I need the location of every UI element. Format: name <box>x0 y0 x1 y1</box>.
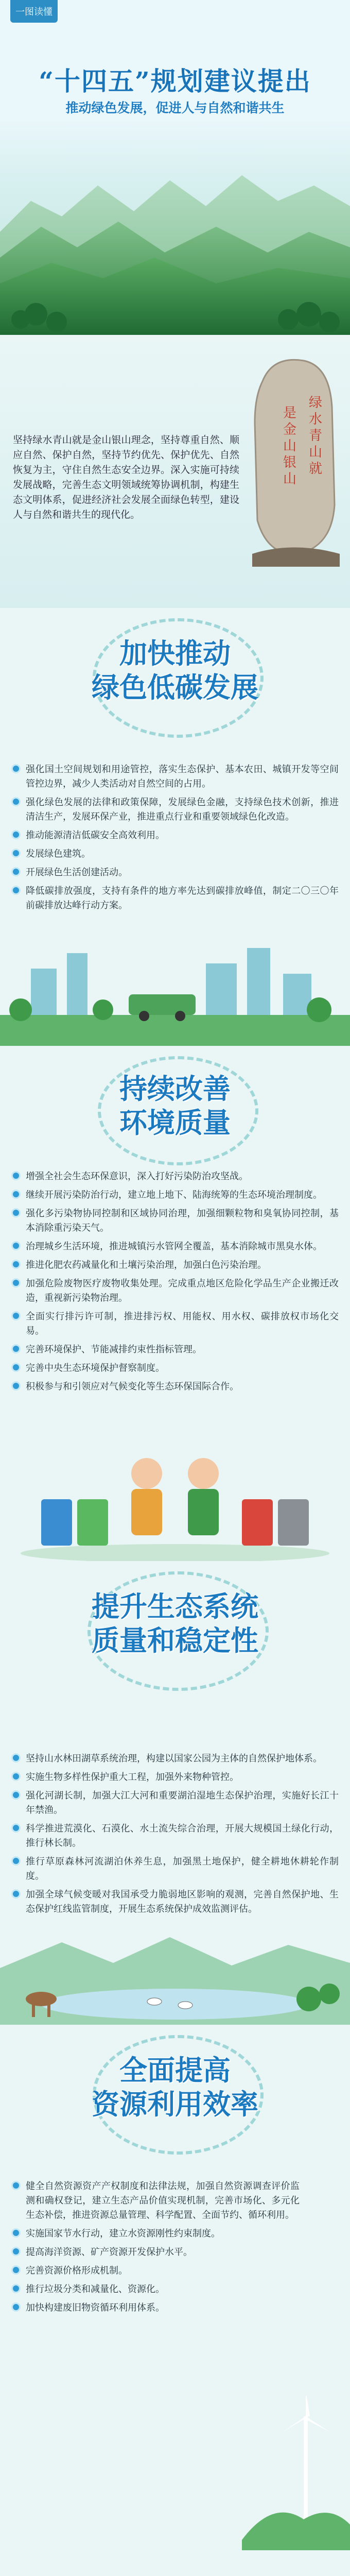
list-item: 推行草原森林河流湖泊休养生息，加强黑土地保护，健全耕地休耕轮作制度。 <box>11 1855 339 1884</box>
page-title: “十四五”规划建议提出 <box>39 66 311 96</box>
bullet-icon <box>11 1241 21 1250</box>
bullet-icon <box>11 1311 21 1320</box>
bullet-icon <box>11 867 21 876</box>
section-title-line1: 加快推动 <box>119 637 231 670</box>
bullet-icon <box>11 1381 21 1391</box>
intro-section <box>0 335 350 608</box>
list-item: 强化绿色发展的法律和政策保障，发展绿色金融，支持绿色技术创新，推进清洁生产，发展环保产业，推进重点行业和重要领域绿色化改造。 <box>11 795 339 824</box>
item-list <box>11 1752 339 1921</box>
list-item: 加快构建废旧物资循环利用体系。 <box>11 2301 300 2315</box>
section-title-line1: 持续改善 <box>119 1072 231 1105</box>
section-title-line2: 环境质量 <box>119 1106 231 1139</box>
bullet-icon <box>11 1363 21 1372</box>
list-item: 增强全社会生态环保意识，深入打好污染防治攻坚战。 <box>11 1170 339 1184</box>
list-item: 发展绿色建筑。 <box>11 847 339 861</box>
waste-sorting-illustration <box>0 1437 350 1561</box>
bullet-icon <box>11 849 21 858</box>
list-item: 强化河湖长制，加强大江大河和重要湖泊湿地生态保护治理，实施好长江十年禁渔。 <box>11 1789 339 1818</box>
list-item: 积极参与和引领应对气候变化等生态环保国际合作。 <box>11 1380 339 1394</box>
mountain-landscape-illustration <box>0 124 350 335</box>
green-city-illustration <box>0 938 350 1046</box>
stone-text-col1: 绿水青山就 <box>309 395 323 477</box>
wind-turbine-illustration <box>242 2396 350 2550</box>
item-list <box>11 1170 339 1398</box>
list-item: 完善资源价格形成机制。 <box>11 2264 300 2278</box>
list-item: 实施国家节水行动，建立水资源刚性约束制度。 <box>11 2227 300 2241</box>
section-ecosystem-stability <box>0 1561 350 2025</box>
section-title <box>0 636 350 704</box>
section-title-line1: 提升生态系统 <box>92 1590 258 1623</box>
intro-paragraph: 坚持绿水青山就是金山银山理念，坚持尊重自然、顺应自然、保护自然，坚持节约优先、保护优先、自然恢复为主，守住自然生态安全边界。深入实施可持续发展战略，完善生态文明领域统筹协调机制，构建生态文明体系，促进经济社会发展全面绿色转型，建设人与自然和谐共生的现代化。 <box>13 434 239 520</box>
bullet-icon <box>11 2228 21 2238</box>
list-item: 全面实行排污许可制，推进排污权、用能权、用水权、碳排放权市场化交易。 <box>11 1310 339 1338</box>
item-list <box>11 762 339 917</box>
list-item: 治理城乡生活环境，推进城镇污水管网全覆盖，基本消除城市黑臭水体。 <box>11 1240 339 1254</box>
bullet-icon <box>11 2247 21 2256</box>
bullet-icon <box>11 764 21 773</box>
bullet-icon <box>11 1344 21 1353</box>
list-item: 完善中央生态环境保护督察制度。 <box>11 1361 339 1376</box>
section-title <box>0 1589 350 1657</box>
list-item: 强化国土空间规划和用途管控，落实生态保护、基本农田、城镇开发等空间管控边界，减少人类活动对自然空间的占用。 <box>11 762 339 791</box>
wetland-wildlife-illustration <box>0 1922 350 2025</box>
bullet-icon <box>11 2181 21 2190</box>
bullet-icon <box>11 1856 21 1866</box>
section-title-line2: 资源利用效率 <box>92 2088 258 2121</box>
list-item: 健全自然资源资产产权制度和法律法规，加强自然资源调查评价监测和确权登记，建立生态产品价值实现机制，完善市场化、多元化生态补偿，推进资源总量管理、科学配置、全面节约、循环利用。 <box>11 2179 300 2223</box>
list-item: 加强危险废物医疗废物收集处理。完成重点地区危险化学品生产企业搬迁改造，重视新污染物治理。 <box>11 1277 339 1306</box>
list-item: 开展绿色生活创建活动。 <box>11 866 339 880</box>
list-item: 完善环境保护、节能减排约束性指标管理。 <box>11 1343 339 1357</box>
page-subtitle: 推动绿色发展，促进人与自然和谐共生 <box>65 100 285 115</box>
section-title-line2: 绿色低碳发展 <box>92 671 258 704</box>
bullet-icon <box>11 1772 21 1781</box>
list-item: 推动能源清洁低碳安全高效利用。 <box>11 828 339 843</box>
bullet-icon <box>11 1171 21 1180</box>
bullet-icon <box>11 2265 21 2275</box>
bullet-icon <box>11 1753 21 1762</box>
bullet-icon <box>11 2284 21 2293</box>
bullet-icon <box>11 1208 21 1217</box>
section-title <box>0 1072 350 1140</box>
bullet-icon <box>11 1260 21 1269</box>
stone-monument-illustration <box>242 350 345 567</box>
section-title-line1: 全面提高 <box>119 2054 231 2087</box>
bullet-icon <box>11 1278 21 1287</box>
bullet-icon <box>11 886 21 895</box>
list-item: 提高海洋资源、矿产资源开发保护水平。 <box>11 2245 300 2260</box>
section-resource-efficiency <box>0 2025 350 2576</box>
grassland-illustration <box>0 2561 350 2576</box>
bullet-icon <box>11 1790 21 1800</box>
item-list <box>11 2179 300 2319</box>
bullet-icon <box>11 797 21 806</box>
section-environment-quality <box>0 1046 350 1561</box>
list-item: 强化多污染物协同控制和区域协同治理，加强细颗粒物和臭氧协同控制，基本消除重污染天气。 <box>11 1207 339 1235</box>
category-tag: 一图读懂 <box>10 0 58 23</box>
hero-banner <box>0 0 350 335</box>
list-item: 科学推进荒漠化、石漠化、水土流失综合治理，开展大规模国土绿化行动，推行林长制。 <box>11 1822 339 1851</box>
list-item: 推行垃圾分类和减量化、资源化。 <box>11 2282 300 2297</box>
list-item: 实施生物多样性保护重大工程，加强外来物种管控。 <box>11 1770 339 1785</box>
list-item: 继续开展污染防治行动，建立地上地下、陆海统筹的生态环境治理制度。 <box>11 1188 339 1202</box>
list-item: 降低碳排放强度，支持有条件的地方率先达到碳排放峰值，制定二〇三〇年前碳排放达峰行动方案。 <box>11 884 339 913</box>
list-item: 加强全球气候变暖对我国承受力脆弱地区影响的观测，完善自然保护地、生态保护红线监管制度，开展生态系统保护成效监测评估。 <box>11 1888 339 1917</box>
list-item: 推进化肥农药减量化和土壤污染治理，加强白色污染治理。 <box>11 1258 339 1273</box>
stone-text-col2: 是金山银山 <box>283 405 297 487</box>
bullet-icon <box>11 2302 21 2312</box>
list-item: 坚持山水林田湖草系统治理，构建以国家公园为主体的自然保护地体系。 <box>11 1752 339 1766</box>
bullet-icon <box>11 1823 21 1833</box>
bullet-icon <box>11 1889 21 1899</box>
bullet-icon <box>11 1190 21 1199</box>
bullet-icon <box>11 830 21 839</box>
section-title <box>0 2053 350 2121</box>
section-green-low-carbon <box>0 608 350 1046</box>
section-title-line2: 质量和稳定性 <box>92 1624 258 1657</box>
